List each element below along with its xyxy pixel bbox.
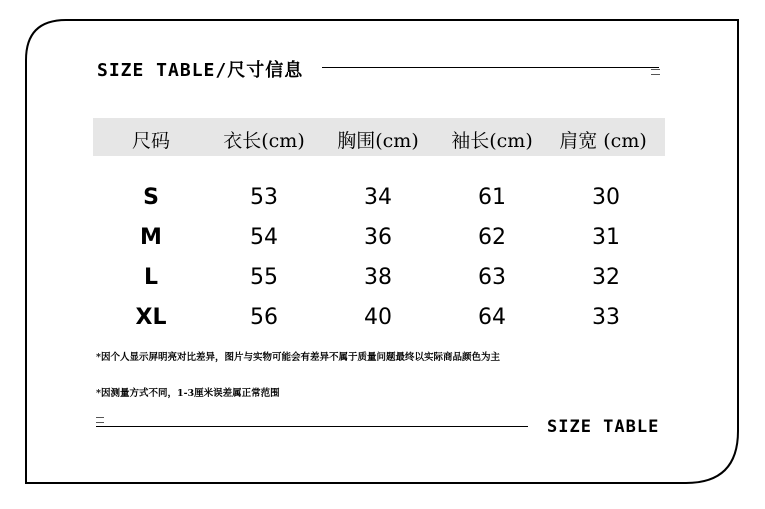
page-title: SIZE TABLE/尺寸信息 xyxy=(97,60,304,81)
footer-divider xyxy=(96,426,528,427)
note-measurement-error: *因测量方式不同，1-3厘米误差属正常范围 xyxy=(96,388,280,399)
equals-mark-bottom xyxy=(96,417,104,423)
cell-sleeve: 64 xyxy=(478,305,506,330)
title-divider xyxy=(322,67,659,68)
note-display-difference: *因个人显示屏明亮对比差异，图片与实物可能会有差异不属于质量问题最终以实际商品颜色为主 xyxy=(96,352,500,363)
header-shoulder: 肩宽 (cm) xyxy=(559,130,647,152)
cell-shoulder: 33 xyxy=(592,305,620,330)
cell-size: XL xyxy=(135,305,167,330)
cell-length: 53 xyxy=(250,185,278,210)
header-sleeve: 袖长(cm) xyxy=(451,130,533,152)
cell-chest: 34 xyxy=(364,185,392,210)
cell-shoulder: 31 xyxy=(592,225,620,250)
cell-chest: 40 xyxy=(364,305,392,330)
cell-chest: 38 xyxy=(364,265,392,290)
header-size: 尺码 xyxy=(131,130,171,152)
cell-size: L xyxy=(143,265,159,290)
cell-sleeve: 61 xyxy=(478,185,506,210)
cell-length: 54 xyxy=(250,225,278,250)
cell-length: 55 xyxy=(250,265,278,290)
header-chest: 胸围(cm) xyxy=(337,130,419,152)
cell-chest: 36 xyxy=(364,225,392,250)
cell-sleeve: 63 xyxy=(478,265,506,290)
cell-shoulder: 32 xyxy=(592,265,620,290)
cell-size: M xyxy=(140,225,162,250)
cell-size: S xyxy=(143,185,159,210)
cell-length: 56 xyxy=(250,305,278,330)
footer-label: SIZE TABLE xyxy=(547,417,660,437)
equals-mark-top xyxy=(651,69,660,75)
cell-sleeve: 62 xyxy=(478,225,506,250)
header-length: 衣长(cm) xyxy=(223,130,305,152)
cell-shoulder: 30 xyxy=(592,185,620,210)
